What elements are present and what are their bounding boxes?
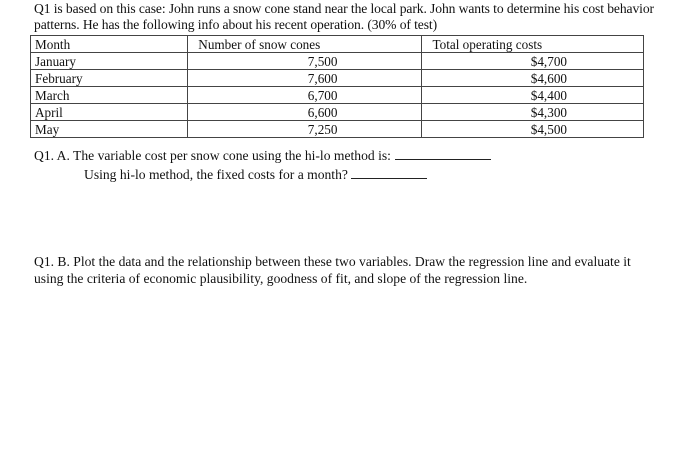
cell-month: May <box>31 121 188 138</box>
question-b-line-2: using the criteria of economic plausibility, goodness of fit, and slope of the regression line. <box>34 271 528 286</box>
cell-operating-costs: $4,500 <box>422 121 644 138</box>
cell-snow-cones: 7,500 <box>188 53 422 70</box>
table-header-row <box>31 36 644 53</box>
question-a-text: The variable cost per snow cone using the hi-lo method is: <box>73 148 391 163</box>
intro-line-1: Q1 is based on this case: John runs a snow cone stand near the local park. John wants to determine his cost behavior <box>34 1 654 16</box>
cell-snow-cones: 7,250 <box>188 121 422 138</box>
cell-operating-costs: $4,600 <box>422 70 644 87</box>
cell-month: March <box>31 87 188 104</box>
intro-line-2: patterns. He has the following info about his recent operation. (30% of test) <box>34 17 438 32</box>
answer-blank-fixed-cost[interactable] <box>351 166 427 179</box>
intro-paragraph <box>34 1 699 33</box>
question-a-sub-text: Using hi-lo method, the fixed costs for a month? <box>84 167 348 182</box>
table-row <box>31 53 644 70</box>
table-row <box>31 121 644 138</box>
cell-snow-cones: 6,700 <box>188 87 422 104</box>
table-row <box>31 87 644 104</box>
table-row <box>31 70 644 87</box>
question-a-label: Q1. A. <box>34 148 70 163</box>
question-a-sub <box>84 166 427 184</box>
header-month: Month <box>31 36 188 53</box>
cell-operating-costs: $4,300 <box>422 104 644 121</box>
cell-operating-costs: $4,400 <box>422 87 644 104</box>
question-b-line-1: Q1. B. Plot the data and the relationship between these two variables. Draw the regression line and evaluate it <box>34 254 631 269</box>
cell-month: April <box>31 104 188 121</box>
header-operating-costs: Total operating costs <box>422 36 644 53</box>
question-b <box>34 253 674 287</box>
answer-blank-variable-cost[interactable] <box>395 147 491 160</box>
cell-snow-cones: 6,600 <box>188 104 422 121</box>
question-a <box>34 147 491 165</box>
cell-month: February <box>31 70 188 87</box>
cell-operating-costs: $4,700 <box>422 53 644 70</box>
table-row <box>31 104 644 121</box>
cell-month: January <box>31 53 188 70</box>
cell-snow-cones: 7,600 <box>188 70 422 87</box>
cost-data-table <box>30 35 644 138</box>
header-snow-cones: Number of snow cones <box>188 36 422 53</box>
